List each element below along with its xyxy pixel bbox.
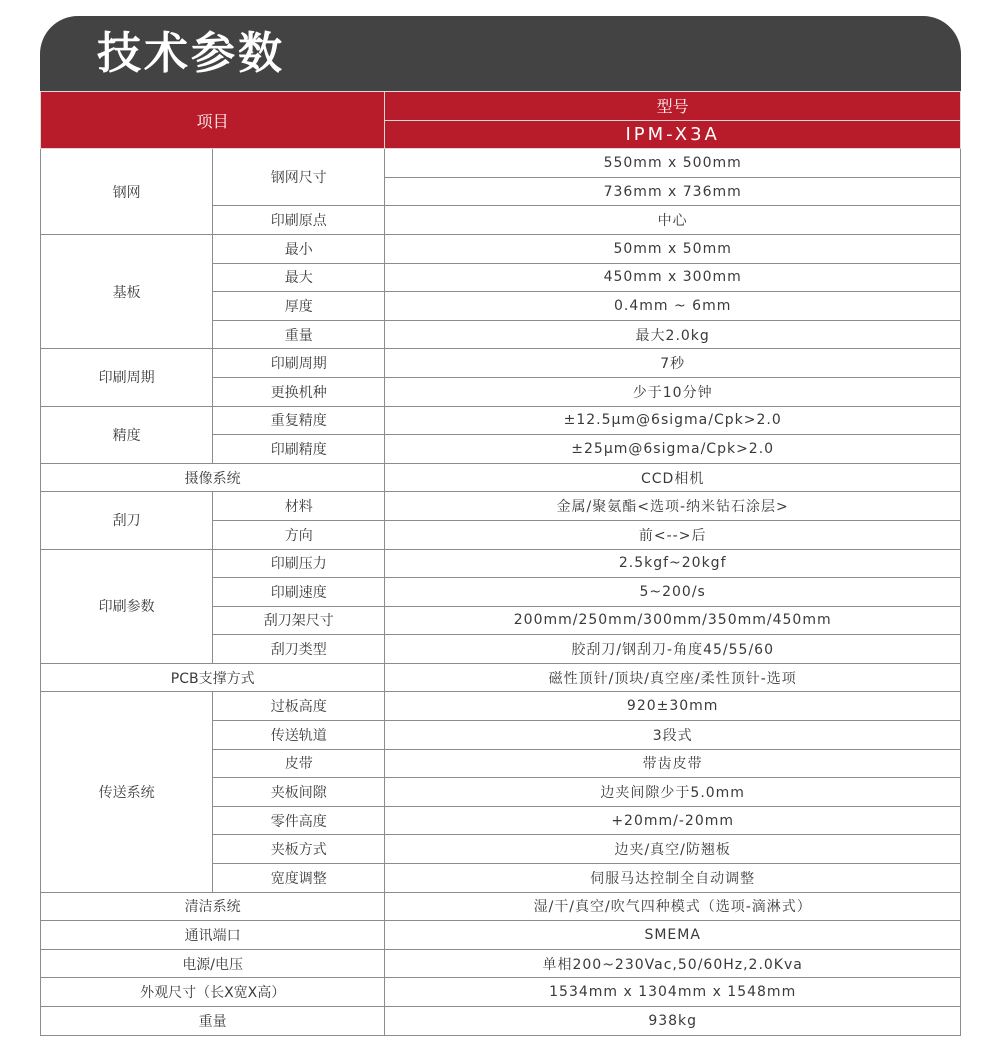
value-repeat-accuracy: ±12.5μm@6sigma/Cpk>2.0 — [385, 406, 961, 435]
value-print-accuracy: ±25μm@6sigma/Cpk>2.0 — [385, 435, 961, 464]
label-power: 电源/电压 — [41, 949, 385, 978]
label-conveyor-height: 过板高度 — [213, 692, 385, 721]
value-squeegee-material: 金属/聚氨酯<选项-纳米钻石涂层> — [385, 492, 961, 521]
value-print-speed: 5~200/s — [385, 578, 961, 607]
label-squeegee-holder: 刮刀架尺寸 — [213, 606, 385, 635]
value-comm-port: SMEMA — [385, 921, 961, 950]
label-cleaning: 清洁系统 — [41, 892, 385, 921]
value-pcb-support: 磁性顶针/顶块/真空座/柔性顶针-选项 — [385, 663, 961, 692]
group-squeegee: 刮刀 — [41, 492, 213, 549]
label-changeover: 更换机种 — [213, 377, 385, 406]
label-camera: 摄像系统 — [41, 463, 385, 492]
value-squeegee-holder: 200mm/250mm/300mm/350mm/450mm — [385, 606, 961, 635]
value-substrate-thickness: 0.4mm ~ 6mm — [385, 292, 961, 321]
value-squeegee-direction: 前<-->后 — [385, 520, 961, 549]
label-cycle-time: 印刷周期 — [213, 349, 385, 378]
label-substrate-weight: 重量 — [213, 320, 385, 349]
label-comm-port: 通讯端口 — [41, 921, 385, 950]
label-substrate-min: 最小 — [213, 234, 385, 263]
value-dimensions: 1534mm x 1304mm x 1548mm — [385, 978, 961, 1007]
label-conveyor-track: 传送轨道 — [213, 721, 385, 750]
group-substrate: 基板 — [41, 234, 213, 348]
value-component-height: +20mm/-20mm — [385, 806, 961, 835]
label-substrate-max: 最大 — [213, 263, 385, 292]
label-width-adjust: 宽度调整 — [213, 864, 385, 893]
value-weight: 938kg — [385, 1007, 961, 1036]
value-camera: CCD相机 — [385, 463, 961, 492]
value-belt: 带齿皮带 — [385, 749, 961, 778]
label-substrate-thickness: 厚度 — [213, 292, 385, 321]
label-stencil-size: 钢网尺寸 — [213, 149, 385, 206]
label-clamp-gap: 夹板间隙 — [213, 778, 385, 807]
group-print-params: 印刷参数 — [41, 549, 213, 663]
label-repeat-accuracy: 重复精度 — [213, 406, 385, 435]
group-cycle: 印刷周期 — [41, 349, 213, 406]
value-clamp-gap: 边夹间隙少于5.0mm — [385, 778, 961, 807]
header-model: IPM-X3A — [385, 120, 961, 149]
label-squeegee-material: 材料 — [213, 492, 385, 521]
value-stencil-size-2: 736mm x 736mm — [385, 177, 961, 206]
value-print-pressure: 2.5kgf~20kgf — [385, 549, 961, 578]
value-clamp-method: 边夹/真空/防翘板 — [385, 835, 961, 864]
value-cycle-time: 7秒 — [385, 349, 961, 378]
label-component-height: 零件高度 — [213, 806, 385, 835]
value-width-adjust: 伺服马达控制全自动调整 — [385, 864, 961, 893]
value-squeegee-type: 胶刮刀/钢刮刀-角度45/55/60 — [385, 635, 961, 664]
value-print-origin: 中心 — [385, 206, 961, 235]
value-power: 单相200~230Vac,50/60Hz,2.0Kva — [385, 949, 961, 978]
value-cleaning: 湿/干/真空/吹气四种模式（选项-滴淋式） — [385, 892, 961, 921]
title-banner — [40, 16, 961, 91]
group-stencil: 钢网 — [41, 149, 213, 235]
value-conveyor-track: 3段式 — [385, 721, 961, 750]
value-stencil-size-1: 550mm x 500mm — [385, 149, 961, 178]
page-title: 技术参数 — [97, 28, 285, 79]
label-pcb-support: PCB支撑方式 — [41, 663, 385, 692]
label-print-pressure: 印刷压力 — [213, 549, 385, 578]
value-changeover: 少于10分钟 — [385, 377, 961, 406]
spec-table — [40, 91, 961, 1036]
group-accuracy: 精度 — [41, 406, 213, 463]
label-dimensions: 外观尺寸（长X宽X高） — [41, 978, 385, 1007]
label-print-origin: 印刷原点 — [213, 206, 385, 235]
label-print-speed: 印刷速度 — [213, 578, 385, 607]
label-clamp-method: 夹板方式 — [213, 835, 385, 864]
label-weight: 重量 — [41, 1007, 385, 1036]
value-conveyor-height: 920±30mm — [385, 692, 961, 721]
label-print-accuracy: 印刷精度 — [213, 435, 385, 464]
label-squeegee-type: 刮刀类型 — [213, 635, 385, 664]
value-substrate-max: 450mm x 300mm — [385, 263, 961, 292]
group-conveyor: 传送系统 — [41, 692, 213, 892]
header-item: 项目 — [41, 92, 385, 149]
value-substrate-weight: 最大2.0kg — [385, 320, 961, 349]
label-squeegee-direction: 方向 — [213, 520, 385, 549]
label-belt: 皮带 — [213, 749, 385, 778]
value-substrate-min: 50mm x 50mm — [385, 234, 961, 263]
header-model-label: 型号 — [385, 92, 961, 121]
